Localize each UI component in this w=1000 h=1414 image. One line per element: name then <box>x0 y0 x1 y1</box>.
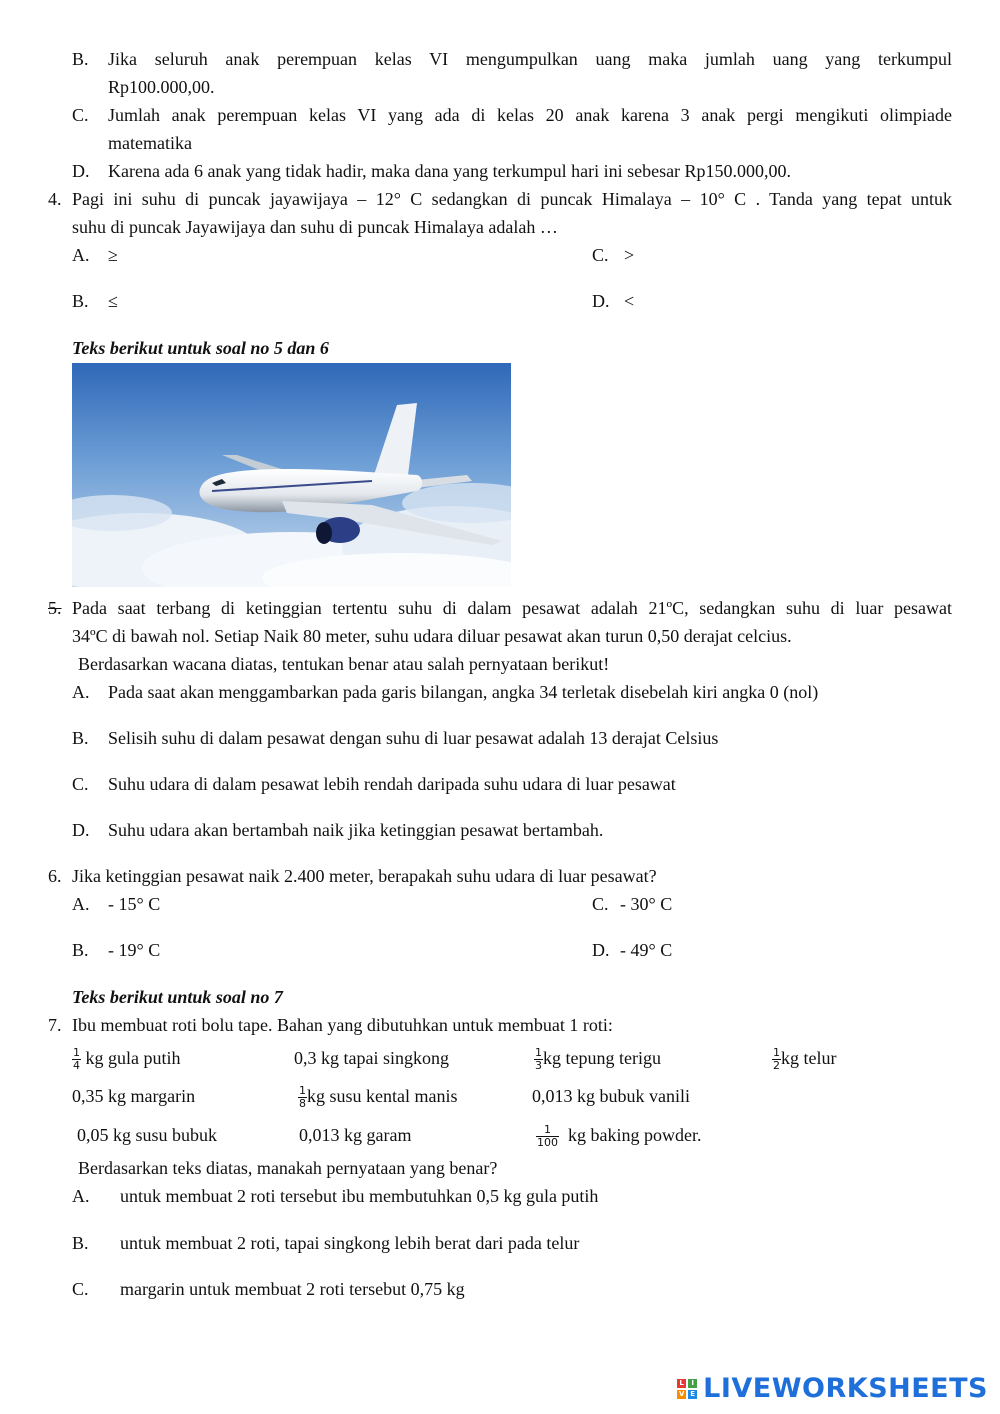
logo-mark-icon: L I V E <box>677 1379 697 1399</box>
fraction: $\frac{1}{4}$ <box>73 1046 80 1073</box>
q4-option-c-text[interactable]: > <box>624 245 635 265</box>
q5-option-c-letter: C. <box>72 774 89 794</box>
ingredient-tepung <box>534 1043 661 1073</box>
ingredient-telur-text: kg telur <box>781 1048 837 1068</box>
q7-option-c-text[interactable]: margarin untuk membuat 2 roti tersebut 0,75 kg <box>120 1279 465 1299</box>
q6-option-a-text[interactable]: - 15° C <box>108 894 161 914</box>
passage-7-heading: Teks berikut untuk soal no 7 <box>72 987 283 1007</box>
fraction: $\frac{1}{100}$ <box>537 1123 558 1150</box>
q6-option-c-letter[interactable]: C. <box>592 894 609 914</box>
ingredient-baking <box>536 1120 701 1150</box>
q7-question: Berdasarkan teks diatas, manakah pernyataan yang benar? <box>78 1158 498 1178</box>
q6-text: Jika ketinggian pesawat naik 2.400 meter, berapakah suhu udara di luar pesawat? <box>72 866 657 886</box>
q6-option-b-text[interactable]: - 19° C <box>108 940 161 960</box>
fraction: $\frac{1}{2}$ <box>773 1046 780 1073</box>
q3-option-d-letter: D. <box>72 161 90 181</box>
q4-text: Pagi ini suhu di puncak jayawijaya – 12° C sedangkan di puncak Himalaya – 10° C . Tanda yang tepat untuk <box>72 189 952 209</box>
q6-option-b-letter[interactable]: B. <box>72 940 89 960</box>
passage-5-6-heading: Teks berikut untuk soal no 5 dan 6 <box>72 338 329 358</box>
q5-option-b-letter: B. <box>72 728 89 748</box>
q5-option-b-text: Selisih suhu di dalam pesawat dengan suhu di luar pesawat adalah 13 derajat Celsius <box>108 728 719 748</box>
q4-option-b-text[interactable]: ≤ <box>108 291 118 311</box>
ingredient-tepung-text: kg tepung terigu <box>543 1048 661 1068</box>
ingredient-gula-text: kg gula putih <box>85 1048 181 1068</box>
q3-option-c-letter: C. <box>72 105 89 125</box>
q5-option-a-text: Pada saat akan menggambarkan pada garis bilangan, angka 34 terletak disebelah kiri angka 0 (nol) <box>108 682 819 702</box>
q3-option-b-text: Jika seluruh anak perempuan kelas VI mengumpulkan uang maka jumlah uang yang terkumpul <box>108 49 952 69</box>
q5-text-cont: 34ºC di bawah nol. Setiap Naik 80 meter, suhu udara diluar pesawat akan turun 0,50 derajat celcius. <box>72 626 792 646</box>
q7-option-c-letter[interactable]: C. <box>72 1279 89 1299</box>
q5-option-d-text: Suhu udara akan bertambah naik jika ketinggian pesawat bertambah. <box>108 820 604 840</box>
q7-number: 7. <box>48 1015 62 1035</box>
ingredient-garam: 0,013 kg garam <box>299 1125 412 1145</box>
fraction: $\frac{1}{8}$ <box>299 1084 306 1111</box>
q6-option-d-text[interactable]: - 49° C <box>620 940 673 960</box>
ingredient-telur <box>772 1043 837 1073</box>
q7-option-b-text[interactable]: untuk membuat 2 roti, tapai singkong lebih berat dari pada telur <box>120 1233 580 1253</box>
q5-text: Pada saat terbang di ketinggian tertentu suhu di dalam pesawat adalah 21ºC, sedangkan suhu di luar pesawat <box>72 598 952 618</box>
q6-number: 6. <box>48 866 62 886</box>
ingredient-gula <box>72 1043 181 1073</box>
q5-number: 5. <box>48 598 62 618</box>
q4-option-d-text[interactable]: < <box>624 291 635 311</box>
q7-option-a-text[interactable]: untuk membuat 2 roti tersebut ibu membutuhkan 0,5 kg gula putih <box>120 1186 599 1206</box>
q4-option-d-letter[interactable]: D. <box>592 291 610 311</box>
airplane-image <box>72 363 511 587</box>
q3-option-c-text-cont: matematika <box>108 133 192 153</box>
q5-option-c-text: Suhu udara di dalam pesawat lebih rendah daripada suhu udara di luar pesawat <box>108 774 676 794</box>
ingredient-susu-bubuk: 0,05 kg susu bubuk <box>77 1125 218 1145</box>
q3-option-c-text: Jumlah anak perempuan kelas VI yang ada di kelas 20 anak karena 3 anak pergi mengikuti olimpiade <box>108 105 952 125</box>
q4-text-cont: suhu di puncak Jayawijaya dan suhu di puncak Himalaya adalah … <box>72 217 558 237</box>
ingredient-tapai: 0,3 kg tapai singkong <box>294 1048 449 1068</box>
q6-option-d-letter[interactable]: D. <box>592 940 610 960</box>
q4-option-b-letter[interactable]: B. <box>72 291 89 311</box>
ingredient-susu-kental-text: kg susu kental manis <box>307 1086 458 1106</box>
q4-option-a-letter[interactable]: A. <box>72 245 90 265</box>
logo-text: LIVEWORKSHEETS <box>703 1373 988 1404</box>
q7-option-b-letter[interactable]: B. <box>72 1233 89 1253</box>
ingredient-margarin: 0,35 kg margarin <box>72 1086 196 1106</box>
q7-text: Ibu membuat roti bolu tape. Bahan yang dibutuhkan untuk membuat 1 roti: <box>72 1015 613 1035</box>
ingredient-baking-text: kg baking powder. <box>568 1125 702 1145</box>
ingredient-susu-kental <box>298 1081 458 1111</box>
q6-option-c-text[interactable]: - 30° C <box>620 894 673 914</box>
q5-instruction: Berdasarkan wacana diatas, tentukan benar atau salah pernyataan berikut! <box>78 654 610 674</box>
q6-option-a-letter[interactable]: A. <box>72 894 90 914</box>
q4-option-a-text[interactable]: ≥ <box>108 245 118 265</box>
q3-option-b-text-cont: Rp100.000,00. <box>108 77 215 97</box>
q3-option-b-letter: B. <box>72 49 89 69</box>
q3-option-d-text: Karena ada 6 anak yang tidak hadir, maka dana yang terkumpul hari ini sebesar Rp150.000,00. <box>108 161 792 181</box>
q4-option-c-letter[interactable]: C. <box>592 245 609 265</box>
ingredient-vanili: 0,013 kg bubuk vanili <box>532 1086 690 1106</box>
q5-option-a-letter: A. <box>72 682 90 702</box>
q7-option-a-letter[interactable]: A. <box>72 1186 90 1206</box>
q4-number: 4. <box>48 189 62 209</box>
fraction: $\frac{1}{3}$ <box>535 1046 542 1073</box>
liveworksheets-logo[interactable] <box>677 1372 988 1406</box>
q5-option-d-letter: D. <box>72 820 90 840</box>
